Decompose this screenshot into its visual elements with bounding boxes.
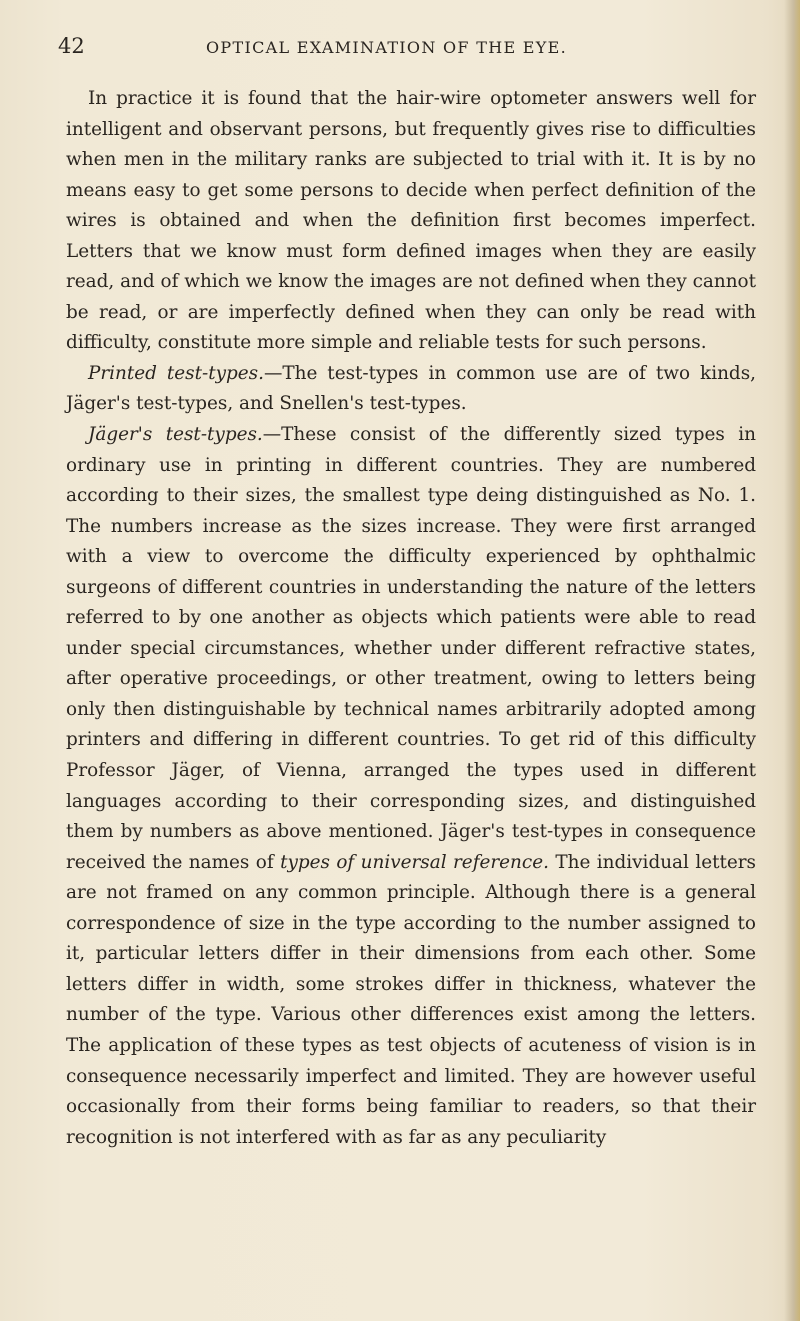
section-heading-printed-test-types: Printed test-types. [88, 362, 264, 384]
page-edge-shadow [784, 0, 800, 1321]
running-head: OPTICAL EXAMINATION OF THE EYE. [206, 38, 568, 57]
paragraph-optometer [66, 84, 756, 359]
page-header [58, 34, 738, 64]
paragraph-text: —The test-types in common use are of two kinds, Jäger's test-types, and Snellen's test-types. [66, 362, 756, 415]
paragraph-text: In practice it is found that the hair-wire optometer answers well for intelligent and observant persons, but frequently gives rise to difficulties when men in the military ranks are subjected to trial with it. It is by no means easy to get some persons to decide when perfect definition of the wires is obtained and when the definition first becomes imperfect. Letters that we know must form defined images when they are easily read, and of which we know the images are not defined when they cannot be read, or are imperfectly defined when they can only be read with difficulty, constitute more simple and reliable tests for such persons. [66, 88, 756, 354]
emphasis-universal-reference: types of universal reference. [280, 851, 549, 873]
section-heading-jager-test-types: Jäger's test-types. [88, 424, 263, 446]
page-number: 42 [58, 34, 85, 58]
paragraph-jager-test-types [66, 420, 756, 1153]
paragraph-printed-test-types [66, 359, 756, 420]
body-text [66, 84, 756, 1153]
paragraph-text-continued: The individual letters are not framed on any common principle. Although there is a general correspondence of size in the type according to the number assigned to it, particular letters differ in their dimensions from each other. Some letters differ in width, some strokes differ in thickness, whatever the number of the type. Various other differences exist among the letters. The application of these types as test objects of acuteness of vision is in consequence necessarily imperfect and limited. They are however useful occasionally from their forms being familiar to readers, so that their recognition is not interfered with as far as any peculiarity [66, 851, 756, 1148]
paragraph-text: —These consist of the differently sized types in ordinary use in printing in different countries. They are numbered according to their sizes, the smallest type deing distinguished as No. 1. The numbers increase as the sizes increase. They were first arranged with a view to overcome the difficulty experienced by ophthalmic surgeons of different countries in understanding the nature of the letters referred to by one another as objects which patients were able to read under special circumstances, whether under different refractive states, after operative proceedings, or other treatment, owing to letters being only then distinguishable by technical names arbitrarily adopted among printers and differing in different countries. To get rid of this difficulty Professor Jäger, of Vienna, arranged the types used in different languages according to their corresponding sizes, and distinguished them by numbers as above mentioned. Jäger's test-types in consequence received the names of [66, 424, 756, 873]
